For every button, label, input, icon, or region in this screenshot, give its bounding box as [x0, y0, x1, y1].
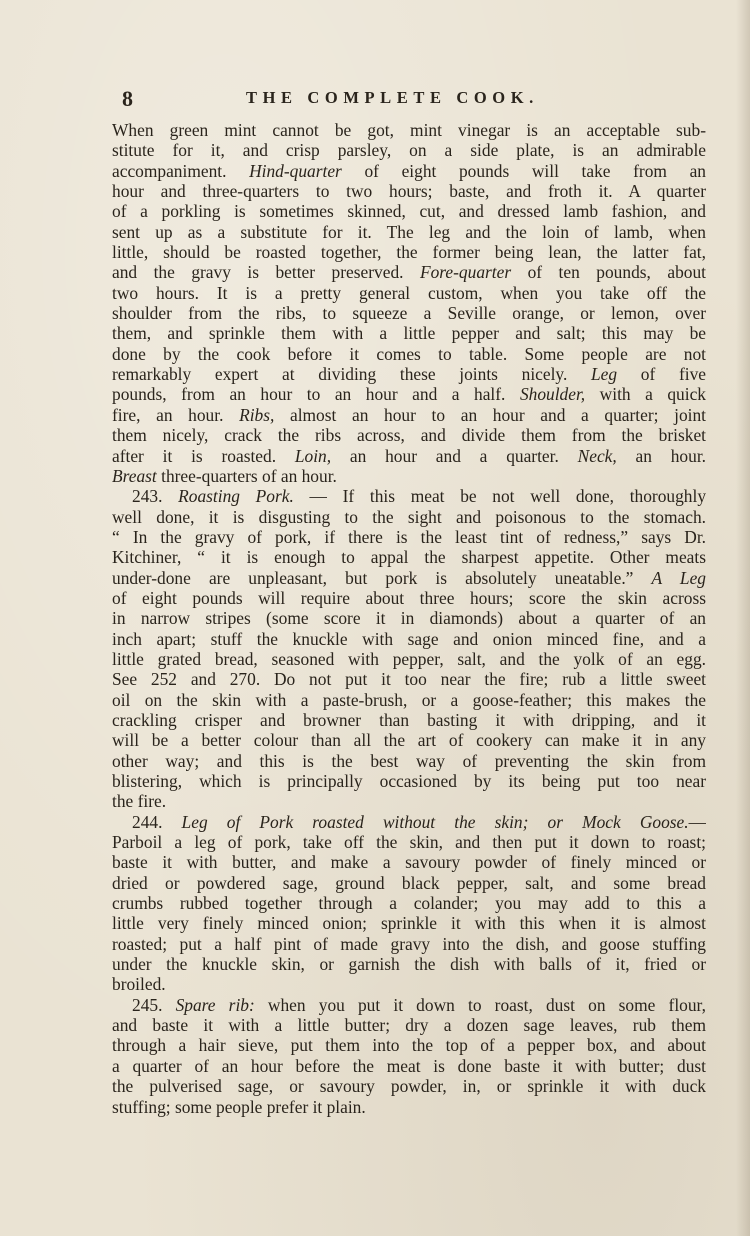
text-line: little grated bread, seasoned with pepper, salt, and the yolk of an egg.: [112, 648, 706, 669]
text-line: under-done are unpleasant, but pork is absolutely uneatable.” A Leg: [112, 567, 706, 588]
text-line: the fire.: [112, 791, 167, 812]
text-line: crumbs rubbed together through a colander; you may add to this a: [112, 893, 706, 914]
page-edge-shadow: [736, 0, 750, 1236]
page-number: 8: [122, 86, 133, 111]
text-line: of a porkling is sometimes skinned, cut, and dressed lamb fashion, and: [112, 201, 706, 222]
page-header: [122, 86, 682, 114]
body-text: [112, 120, 706, 1117]
text-line: 243. Roasting Pork. — If this meat be not well done, thoroughly: [132, 486, 706, 507]
text-line: well done, it is disgusting to the sight and poisonous to the stomach.: [112, 506, 706, 527]
text-line: Kitchiner, “ it is enough to appal the sharpest appetite. Other meats: [112, 547, 706, 568]
text-line: them, and sprinkle them with a little pepper and salt; this may be: [112, 323, 706, 344]
text-line: remarkably expert at dividing these joints nicely. Leg of five: [112, 364, 706, 385]
text-line: accompaniment. Hind-quarter of eight pounds will take from an: [112, 160, 706, 181]
text-line: baste it with butter, and make a savoury powder of finely minced or: [112, 852, 706, 873]
text-line: Breast three-quarters of an hour.: [112, 465, 337, 486]
text-line: When green mint cannot be got, mint vinegar is an acceptable sub-: [112, 120, 706, 140]
text-line: other way; and this is the best way of preventing the skin from: [112, 750, 706, 771]
running-title: THE COMPLETE COOK.: [246, 88, 539, 107]
text-line: fire, an hour. Ribs, almost an hour to an hour and a quarter; joint: [112, 404, 706, 425]
text-line: under the knuckle skin, or garnish the dish with balls of it, fried or: [112, 954, 706, 975]
text-line: through a hair sieve, put them into the top of a pepper box, and about: [112, 1035, 706, 1056]
text-line: shoulder from the ribs, to squeeze a Seville orange, or lemon, over: [112, 303, 706, 324]
text-line: them nicely, crack the ribs across, and divide them from the brisket: [112, 425, 706, 446]
text-line: broiled.: [112, 974, 166, 995]
text-line: dried or powdered sage, ground black pepper, salt, and some bread: [112, 872, 706, 893]
text-line: inch apart; stuff the knuckle with sage and onion minced fine, and a: [112, 628, 706, 649]
text-line: “ In the gravy of pork, if there is the least tint of redness,” says Dr.: [112, 526, 706, 547]
text-line: sent up as a substitute for it. The leg and the loin of lamb, when: [112, 221, 706, 242]
text-line: crackling crisper and browner than basting it with dripping, and it: [112, 709, 706, 730]
text-line: pounds, from an hour to an hour and a half. Shoulder, with a quick: [112, 384, 706, 405]
text-line: roasted; put a half pint of made gravy into the dish, and goose stuffing: [112, 933, 706, 954]
text-line: little very finely minced onion; sprinkle it with this when it is almost: [112, 913, 706, 934]
text-line: 244. Leg of Pork roasted without the skin; or Mock Goose.—: [132, 811, 706, 832]
text-line: See 252 and 270. Do not put it too near the fire; rub a little sweet: [112, 669, 706, 690]
text-line: and baste it with a little butter; dry a dozen sage leaves, rub them: [112, 1015, 706, 1036]
text-line: of eight pounds will require about three hours; score the skin across: [112, 587, 706, 608]
text-line: done by the cook before it comes to table. Some people are not: [112, 343, 706, 364]
text-line: oil on the skin with a paste-brush, or a goose-feather; this makes the: [112, 689, 706, 710]
text-line: stitute for it, and crisp parsley, on a side plate, is an admirable: [112, 140, 706, 161]
text-line: 245. Spare rib: when you put it down to roast, dust on some flour,: [132, 994, 706, 1015]
text-line: stuffing; some people prefer it plain.: [112, 1096, 366, 1117]
text-line: Parboil a leg of pork, take off the skin, and then put it down to roast;: [112, 832, 706, 853]
text-line: and the gravy is better preserved. Fore-quarter of ten pounds, about: [112, 262, 706, 283]
text-line: the pulverised sage, or savoury powder, in, or sprinkle it with duck: [112, 1076, 706, 1097]
text-line: blistering, which is principally occasioned by its being put too near: [112, 771, 706, 791]
text-line: will be a better colour than all the art of cookery can make it in any: [112, 730, 706, 751]
text-line: a quarter of an hour before the meat is done baste it with butter; dust: [112, 1055, 706, 1076]
text-line: hour and three-quarters to two hours; baste, and froth it. A quarter: [112, 181, 706, 202]
text-line: in narrow stripes (some score it in diamonds) about a quarter of an: [112, 608, 706, 629]
text-line: after it is roasted. Loin, an hour and a quarter. Neck, an hour.: [112, 445, 706, 466]
text-line: two hours. It is a pretty general custom, when you take off the: [112, 282, 706, 303]
text-line: little, should be roasted together, the former being lean, the latter fat,: [112, 242, 706, 263]
